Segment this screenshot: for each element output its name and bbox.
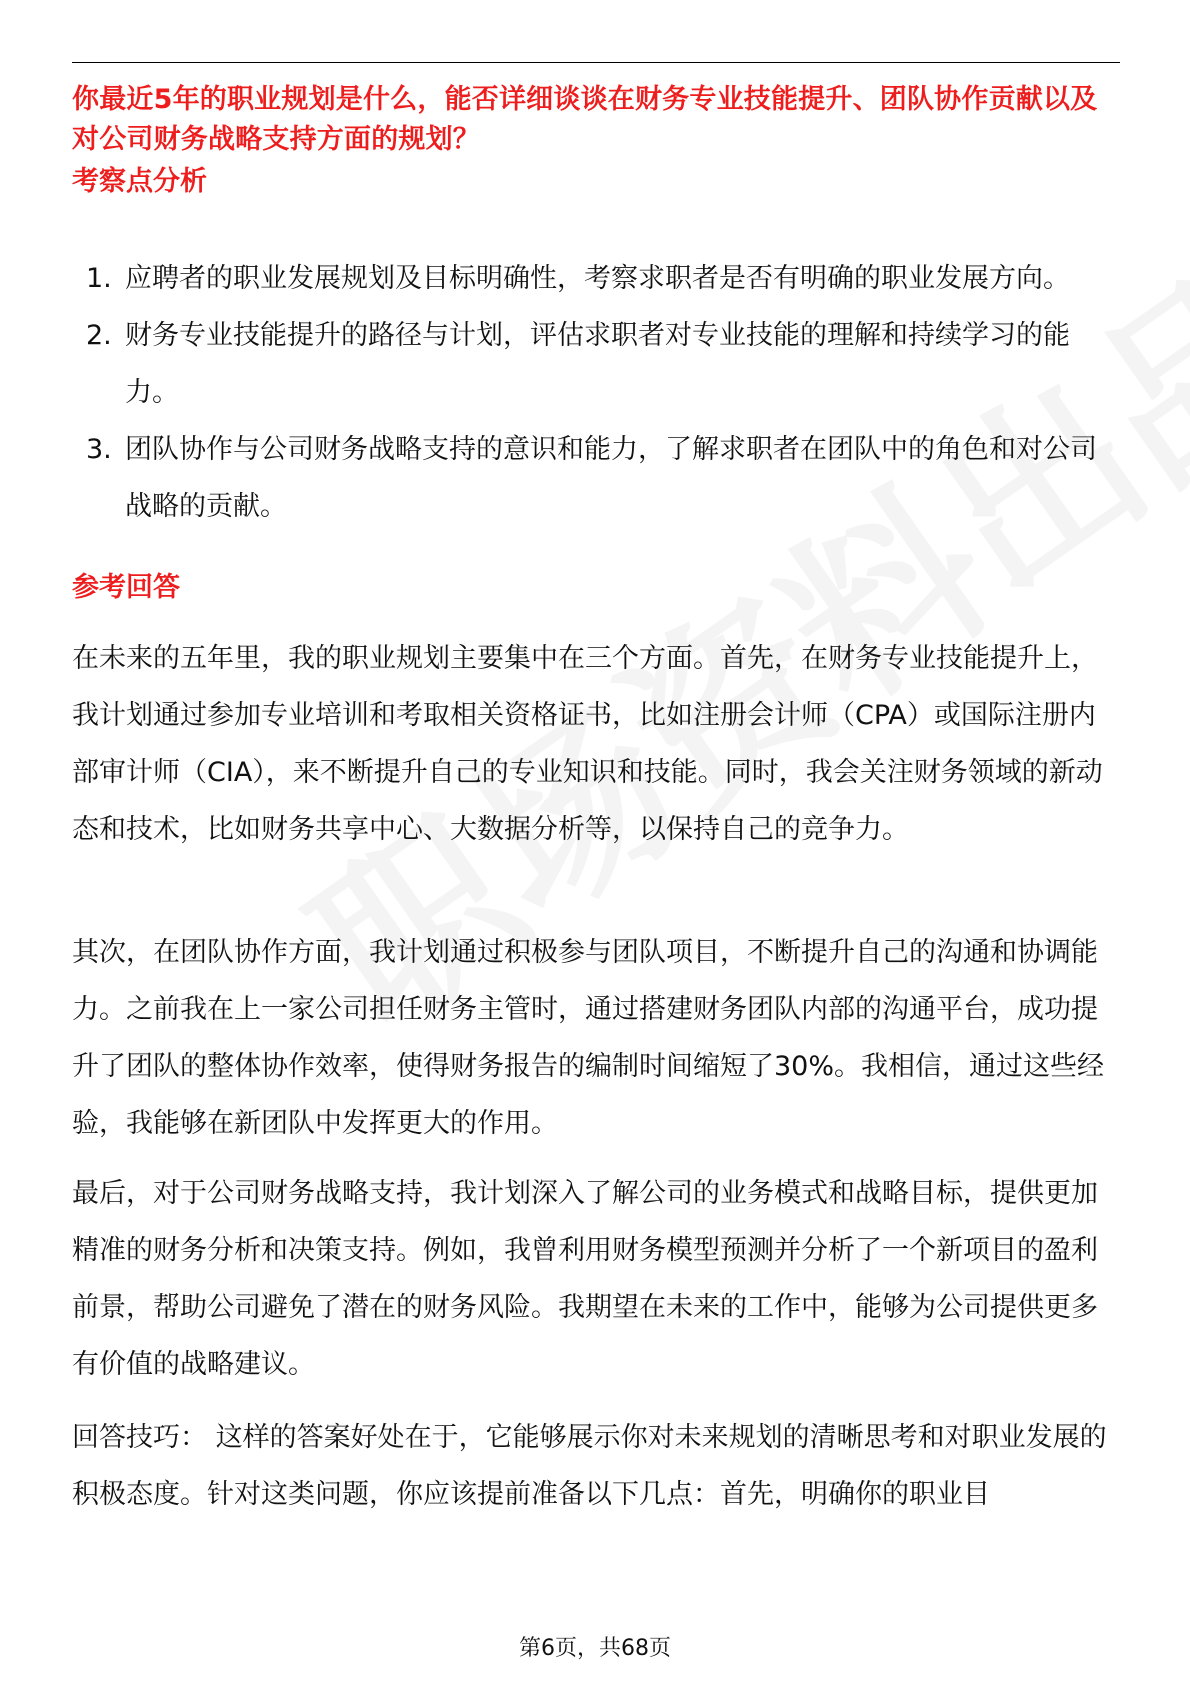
top-rule [72, 62, 1120, 63]
reference-section-title: 参考回答 [72, 572, 180, 603]
list-item-number: 3. [86, 434, 112, 465]
list-item-text: 团队协作与公司财务战略支持的意识和能力，了解求职者在团队中的角色和对公司战略的贡献。 [125, 434, 1097, 522]
answer-tips: 回答技巧： 这样的答案好处在于，它能够展示你对未来规划的清晰思考和对职业发展的积极态度。针对这类问题，你应该提前准备以下几点：首先，明确你的职业目 [72, 1422, 1107, 1510]
answer-paragraph-3: 最后，对于公司财务战略支持，我计划深入了解公司的业务模式和战略目标，提供更加精准的财务分析和决策支持。例如，我曾利用财务模型预测并分析了一个新项目的盈利前景，帮助公司避免了潜在的财务风险。我期望在未来的工作中，能够为公司提供更多有价值的战略建议。 [72, 1178, 1098, 1380]
answer-paragraph-2: 其次，在团队协作方面，我计划通过积极参与团队项目，不断提升自己的沟通和协调能力。之前我在上一家公司担任财务主管时，通过搭建财务团队内部的沟通平台，成功提升了团队的整体协作效率，使得财务报告的编制时间缩短了30%。我相信，通过这些经验，我能够在新团队中发挥更大的作用。 [72, 937, 1105, 1139]
list-item-number: 2. [86, 320, 112, 351]
answer-paragraph-1: 在未来的五年里，我的职业规划主要集中在三个方面。首先，在财务专业技能提升上，我计划通过参加专业培训和考取相关资格证书，比如注册会计师（CPA）或国际注册内部审计师（CIA），来不断提升自己的专业知识和技能。同时，我会关注财务领域的新动态和技术，比如财务共享中心、大数据分析等，以保持自己的竞争力。 [72, 643, 1103, 845]
list-item [72, 250, 1122, 307]
list-item [72, 421, 1122, 535]
list-item-number: 1. [86, 263, 112, 294]
list-item [72, 307, 1122, 421]
analysis-section-title: 考察点分析 [72, 166, 207, 197]
list-item-text: 财务专业技能提升的路径与计划，评估求职者对专业技能的理解和持续学习的能力。 [125, 320, 1070, 408]
list-item-text: 应聘者的职业发展规划及目标明确性，考察求职者是否有明确的职业发展方向。 [125, 263, 1070, 294]
page-number-footer: 第6页，共68页 [519, 1636, 671, 1661]
question-heading: 你最近5年的职业规划是什么，能否详细谈谈在财务专业技能提升、团队协作贡献以及对公司财务战略支持方面的规划？ [72, 84, 1098, 155]
analysis-list [72, 250, 1122, 535]
